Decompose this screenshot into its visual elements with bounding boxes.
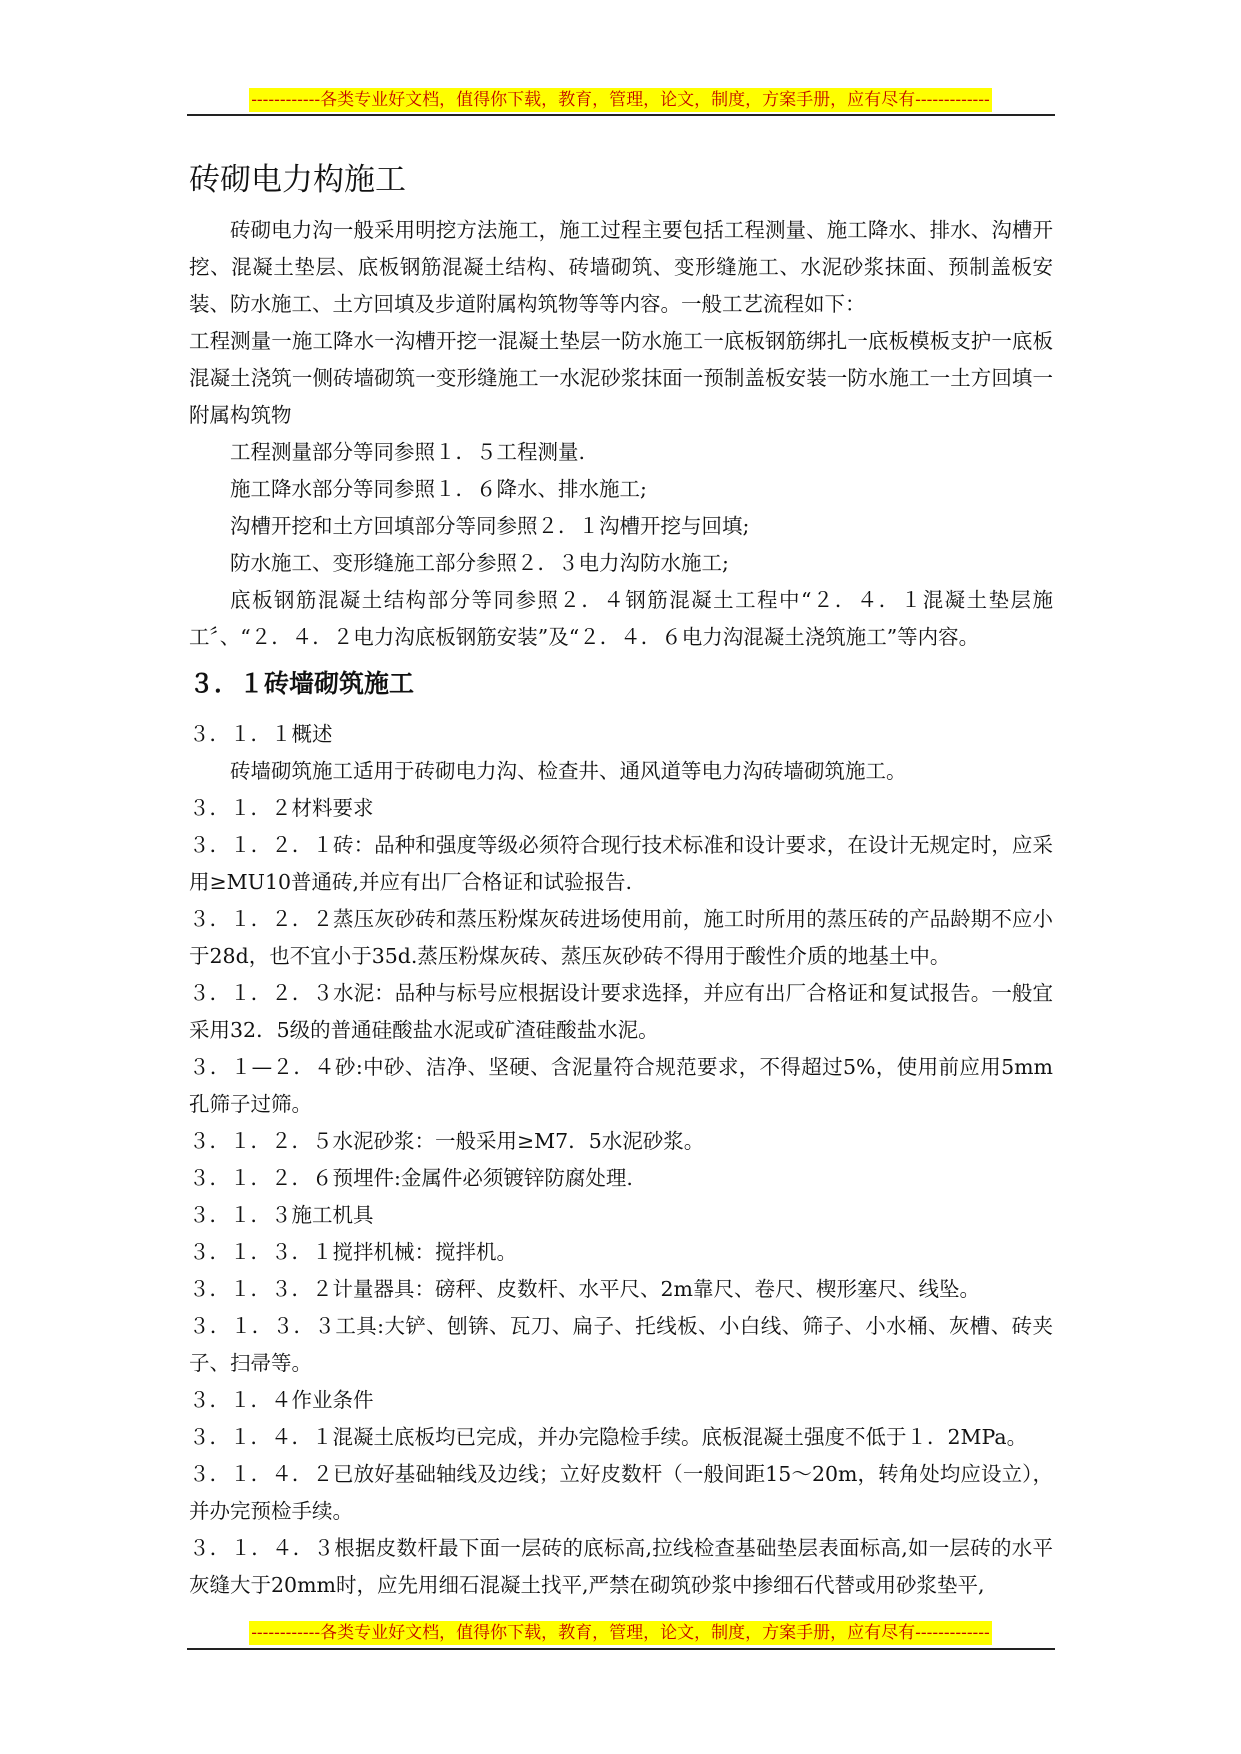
document-body: [189, 158, 1053, 1604]
paragraph: 砖砌电力沟一般采用明挖方法施工，施工过程主要包括工程测量、施工降水、排水、沟槽开挖、混凝土垫层、底板钢筋混凝土结构、砖墙砌筑、变形缝施工、水泥砂浆抹面、预制盖板安装、防水施工、土方回填及步道附属构筑物等等内容。一般工艺流程如下：: [189, 218, 1053, 316]
page-title: 砖砌电力构施工: [189, 162, 406, 198]
paragraph: ３．１—２．４砂:中砂、洁净、坚硬、含泥量符合规范要求，不得超过5%，使用前应用5mm孔筛子过筛。: [189, 1055, 1053, 1116]
section-heading: ３．１砖墙砌筑施工: [189, 669, 415, 698]
paragraph: 工程测量部分等同参照１．５工程测量.: [230, 440, 586, 464]
paragraph: ３．１．４作业条件: [189, 1388, 374, 1412]
paragraph: ３．１．４．２已放好基础轴线及边线；立好皮数杆（一般间距15～20m，转角处均应设立），并办完预检手续。: [189, 1462, 1053, 1523]
paragraph: ３．１．３．３工具:大铲、刨锛、瓦刀、扁子、托线板、小白线、筛子、小水桶、灰槽、砖夹子、扫帚等。: [189, 1314, 1053, 1375]
paragraph: 施工降水部分等同参照１．６降水、排水施工;: [230, 477, 647, 501]
section-body: [189, 716, 1053, 1604]
header-rule: [187, 114, 1055, 116]
paragraph: ３．１．２材料要求: [189, 796, 374, 820]
paragraph: ３．１．２．２蒸压灰砂砖和蒸压粉煤灰砖进场使用前，施工时所用的蒸压砖的产品龄期不应小于28d，也不宜小于35d.蒸压粉煤灰砖、蒸压灰砂砖不得用于酸性介质的地基土中。: [189, 907, 1053, 968]
intro-section: [189, 212, 1053, 656]
paragraph: 沟槽开挖和土方回填部分等同参照２．１沟槽开挖与回填;: [230, 514, 750, 538]
paragraph: 底板钢筋混凝土结构部分等同参照２．４钢筋混凝土工程中“２．４．１混凝土垫层施工〞、“２．４．２电力沟底板钢筋安装”及“２．４．６电力沟混凝土浇筑施工”等内容。: [189, 588, 1053, 649]
paragraph: ３．１．２．５水泥砂浆：一般采用≥M7．5水泥砂浆。: [189, 1129, 705, 1153]
paragraph: 工程测量一施工降水一沟槽开挖一混凝土垫层一防水施工一底板钢筋绑扎一底板模板支护一底板混凝土浇筑一侧砖墙砌筑一变形缝施工一水泥砂浆抹面一预制盖板安装一防水施工一土方回填一附属构筑物: [189, 329, 1053, 427]
footer-banner: [0, 1621, 1241, 1645]
header-banner: [0, 88, 1241, 112]
paragraph: ３．１．２．６预埋件:金属件必须镀锌防腐处理.: [189, 1166, 633, 1190]
paragraph: ３．１．４．３根据皮数杆最下面一层砖的底标高,拉线检查基础垫层表面标高,如一层砖的水平灰缝大于20mm时，应先用细石混凝土找平,严禁在砌筑砂浆中掺细石代替或用砂浆垫平,: [189, 1536, 1053, 1597]
header-banner-text: ------------各类专业好文档，值得你下载，教育，管理，论文，制度，方案手册，应有尽有-------------: [251, 90, 990, 110]
footer-rule: [187, 1648, 1055, 1650]
paragraph: 砖墙砌筑施工适用于砖砌电力沟、检查井、通风道等电力沟砖墙砌筑施工。: [230, 759, 907, 783]
paragraph: ３．１．２．１砖：品种和强度等级必须符合现行技术标准和设计要求，在设计无规定时，应采用≥MU10普通砖,并应有出厂合格证和试验报告.: [189, 833, 1053, 894]
paragraph: ３．１．１概述: [189, 722, 333, 746]
paragraph: ３．１．４．１混凝土底板均已完成，并办完隐检手续。底板混凝土强度不低于１．2MPa。: [189, 1425, 1028, 1449]
footer-banner-text: ------------各类专业好文档，值得你下载，教育，管理，论文，制度，方案手册，应有尽有-------------: [251, 1623, 990, 1643]
paragraph: ３．１．３．１搅拌机械：搅拌机。: [189, 1240, 517, 1264]
paragraph: ３．１．２．３水泥：品种与标号应根据设计要求选择，并应有出厂合格证和复试报告。一般宜采用32．5级的普通硅酸盐水泥或矿渣硅酸盐水泥。: [189, 981, 1053, 1042]
paragraph: 防水施工、变形缝施工部分参照２．３电力沟防水施工;: [230, 551, 729, 575]
paragraph: ３．１．３．２计量器具：磅秤、皮数杆、水平尺、2m靠尺、卷尺、楔形塞尺、线坠。: [189, 1277, 980, 1301]
paragraph: ３．１．３施工机具: [189, 1203, 374, 1227]
